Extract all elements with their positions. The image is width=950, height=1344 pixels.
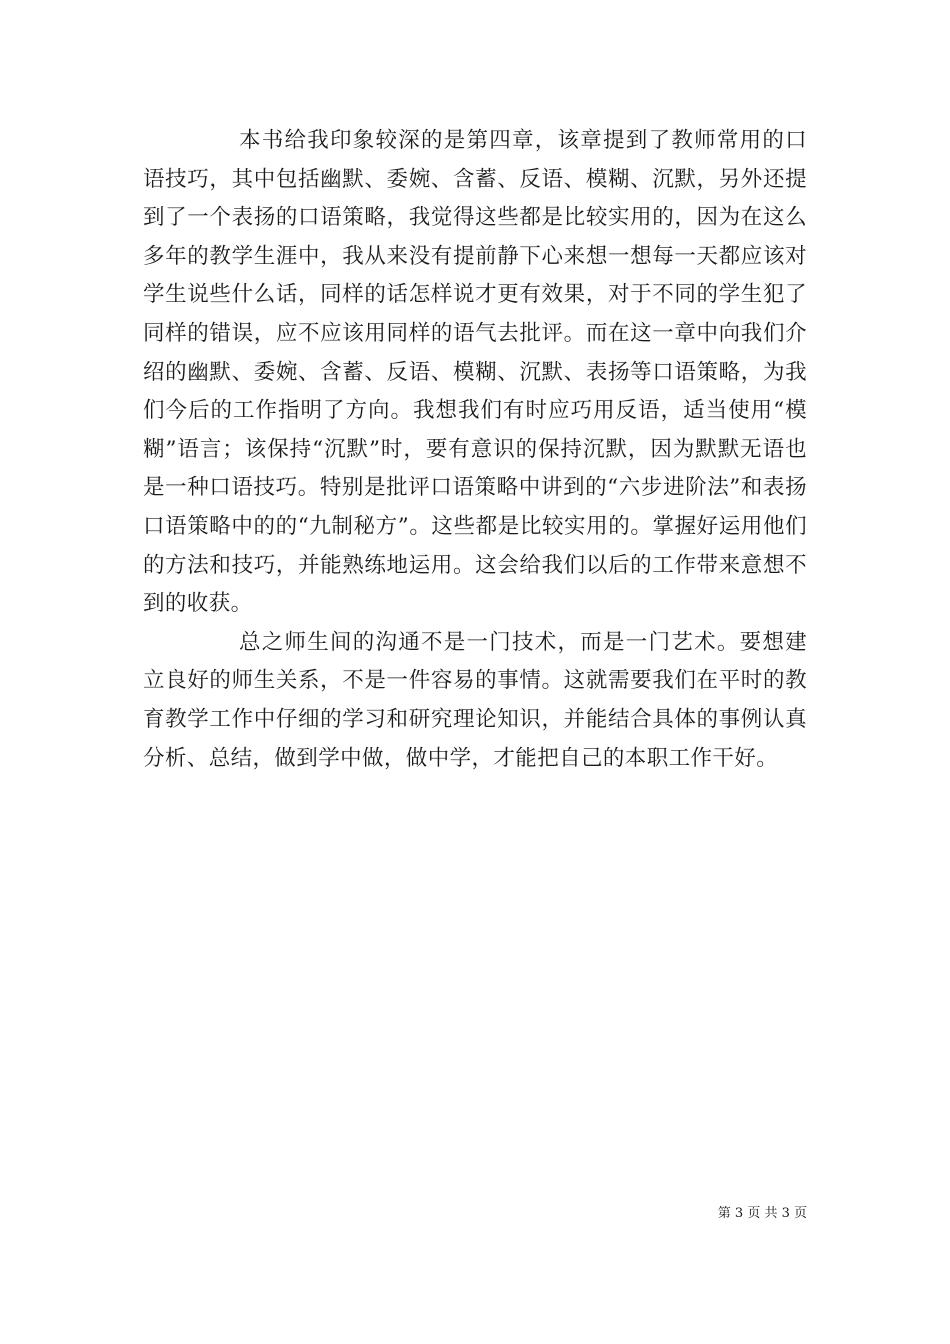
page-number-footer: 第 3 页 共 3 页 [717, 1206, 807, 1221]
body-paragraph-2: 总之师生间的沟通不是一门技术，而是一门艺术。要想建立良好的师生关系，不是一件容易的事情。这就需要我们在平时的教育教学工作中仔细的学习和研究理论知识，并能结合具体的事例认真分析、总结，做到学中做，做中学，才能把自己的本职工作干好。 [143, 629, 807, 771]
document-body [143, 122, 807, 778]
body-paragraph-1: 本书给我印象较深的是第四章，该章提到了教师常用的口语技巧，其中包括幽默、委婉、含蓄、反语、模糊、沉默，另外还提到了一个表扬的口语策略，我觉得这些都是比较实用的，因为在这么多年的教学生涯中，我从来没有提前静下心来想一想每一天都应该对学生说些什么话，同样的话怎样说才更有效果，对于不同的学生犯了同样的错误，应不应该用同样的语气去批评。而在这一章中向我们介绍的幽默、委婉、含蓄、反语、模糊、沉默、表扬等口语策略，为我们今后的工作指明了方向。我想我们有时应巧用反语，适当使用“模糊”语言；该保持“沉默”时，要有意识的保持沉默，因为默默无语也是一种口语技巧。特别是批评口语策略中讲到的“六步进阶法”和表扬口语策略中的的“九制秘方”。这些都是比较实用的。掌握好运用他们的方法和技巧，并能熟练地运用。这会给我们以后的工作带来意想不到的收获。 [143, 128, 807, 617]
